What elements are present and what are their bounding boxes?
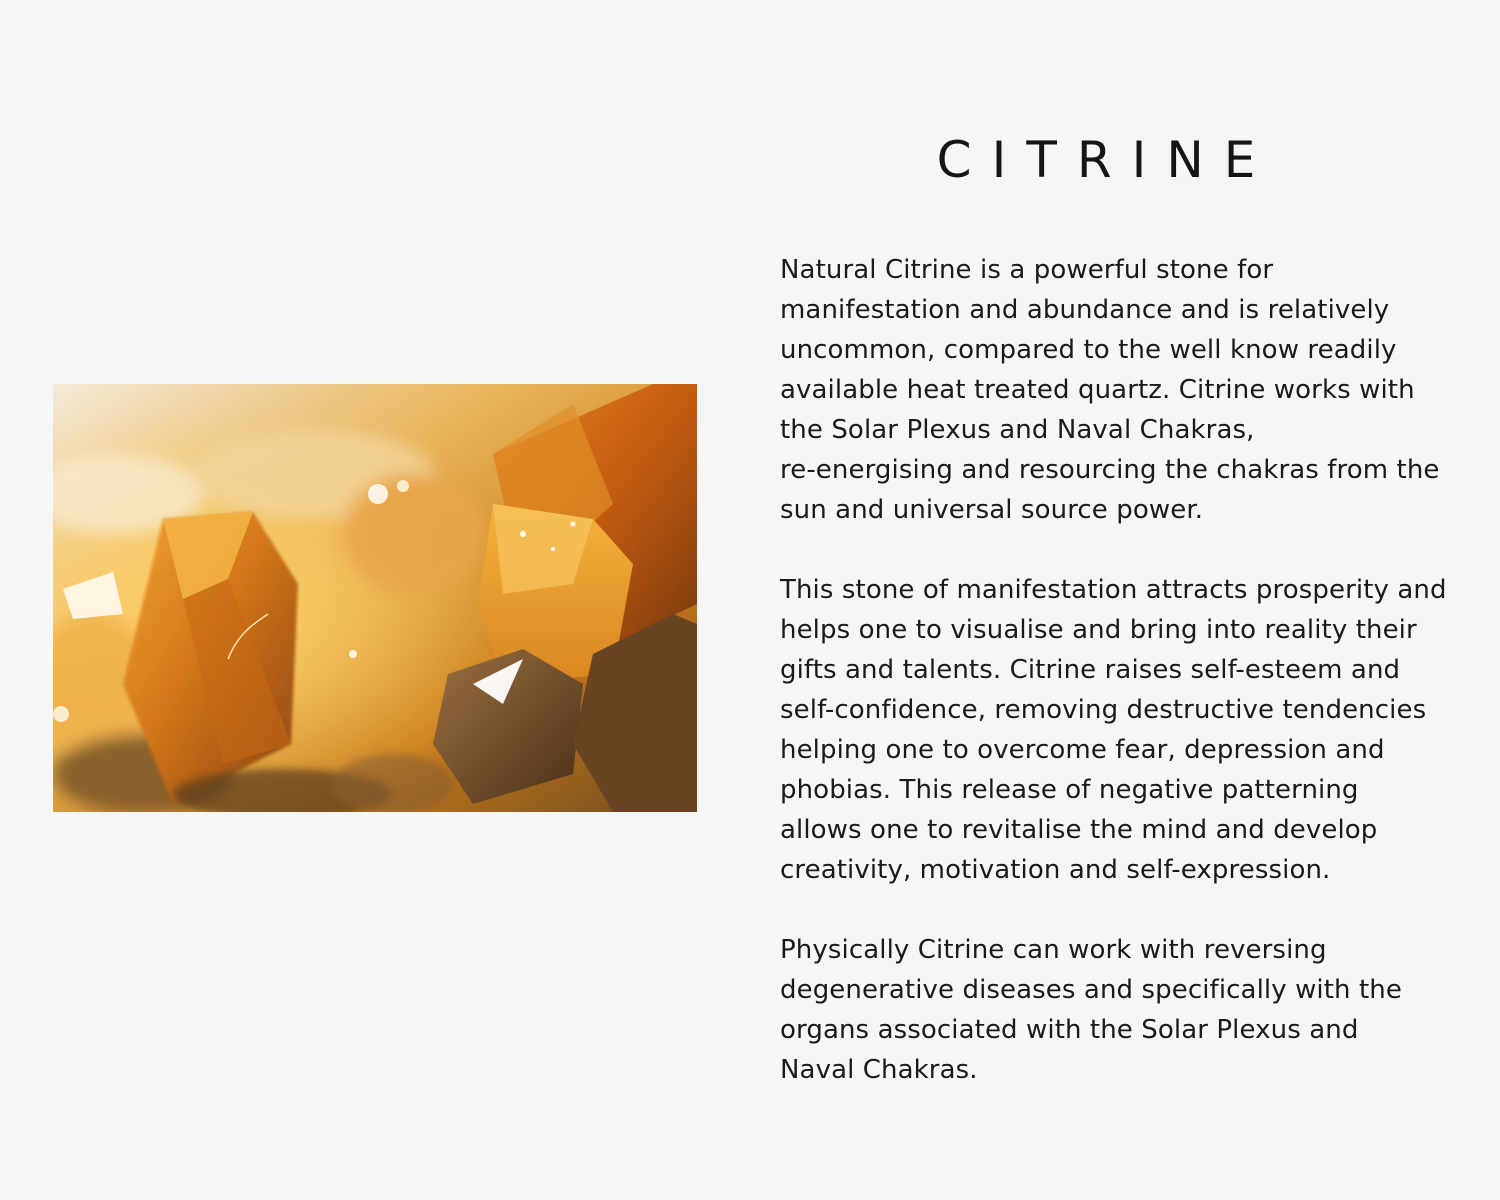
citrine-crystal-photo <box>53 384 697 812</box>
paragraph-manifestation: This stone of manifestation attracts prosperity and helps one to visualise and bring into reality their gifts and talents. Citrine raises self-esteem and self-confidence, removing destructive tendencies helping one to overcome fear, depression and phobias. This release of negative patterning allows one to revitalise the mind and develop creativity, motivation and self-expression. <box>780 575 1447 885</box>
paragraph-physical: Physically Citrine can work with reversing degenerative diseases and specifically with the organs associated with the Solar Plexus and Naval Chakras. <box>780 935 1402 1085</box>
description <box>780 250 1460 1130</box>
paragraph-intro: Natural Citrine is a powerful stone for manifestation and abundance and is relatively uncommon, compared to the well know readily available heat treated quartz. Citrine works with the Solar Plexus and Naval Chakras, re-energising and resourcing the chakras from the sun and universal source power. <box>780 255 1440 525</box>
page-title: CITRINE <box>936 131 1276 189</box>
